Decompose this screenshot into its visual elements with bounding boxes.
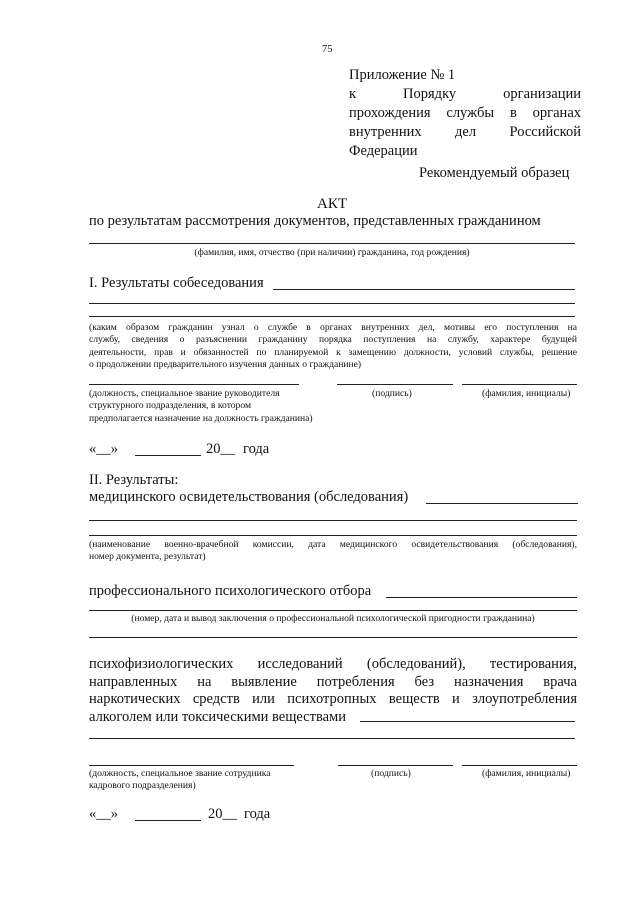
sample-label: Рекомендуемый образец	[419, 165, 570, 181]
psych-label: профессионального психологического отбора	[89, 583, 372, 599]
section1-line	[273, 289, 575, 290]
section1-line	[89, 316, 575, 317]
medical-label: медицинского освидетельствования (обследования)	[89, 489, 409, 505]
signature-line	[337, 384, 453, 385]
section1-heading: I. Результаты собеседования	[89, 275, 264, 291]
psychophys-line	[360, 721, 575, 722]
psychophys-line	[89, 738, 575, 739]
medical-line	[89, 520, 577, 521]
document-title: АКТ	[317, 196, 347, 212]
appendix-title: Приложение № 1	[349, 67, 456, 83]
fio-caption: (фамилия, имя, отчество (при наличии) гражданина, год рождения)	[194, 247, 470, 258]
date-month-line	[135, 455, 201, 456]
psych-line	[89, 637, 577, 638]
section2-heading: II. Результаты:	[89, 472, 179, 488]
appendix-line: прохождения службы в органах	[349, 105, 581, 121]
psych-caption: (номер, дата и вывод заключения о профессиональной психологической пригодности гражданина)	[131, 613, 535, 624]
name-line	[462, 384, 577, 385]
section1-line	[89, 303, 575, 304]
appendix-line: внутренних дел Российской	[349, 124, 581, 140]
name-caption: (фамилия, инициалы)	[482, 388, 571, 399]
section1-caption: (каким образом гражданин узнал о службе в органах внутренних дел, мотивы его поступления на службу, сведения о разъяснении гражданину порядка поступления на службу, характере будущей деятельности, прав и обязанностей по планируемой к замещению должности, условий службы, решение о продолжении предварительного изучения данных о гражданине)	[89, 322, 577, 371]
signature-caption: (подпись)	[372, 388, 412, 399]
medical-caption: (наименование военно-врачебной комиссии, дата медицинского освидетельствования (обследования), номер документа, результат)	[89, 539, 577, 563]
fio-line	[89, 243, 575, 244]
document-subtitle: по результатам рассмотрения документов, представленных гражданином	[89, 213, 541, 229]
appendix-line: Федерации	[349, 143, 418, 159]
position-caption: (должность, специальное звание руководителя структурного подразделения, в котором предполагается назначение на должность гражданина)	[89, 388, 313, 424]
appendix-line: к Порядку организации	[349, 86, 581, 102]
name-caption: (фамилия, инициалы)	[482, 768, 571, 779]
position-line	[89, 765, 294, 766]
name-line	[462, 765, 577, 766]
position-line	[89, 384, 299, 385]
page-number: 75	[322, 44, 333, 55]
medical-line	[89, 535, 577, 536]
psych-line	[386, 597, 577, 598]
date-month-line	[135, 820, 201, 821]
psychophys-paragraph: психофизиологических исследований (обследований), тестирования, направленных на выявление потребления без назначения врача наркотических средств или психотропных веществ и злоупотребления алкоголем или токсическими веществами	[89, 656, 577, 725]
position-caption: (должность, специальное звание сотрудника кадрового подразделения)	[89, 768, 271, 792]
medical-line	[426, 503, 578, 504]
signature-caption: (подпись)	[371, 768, 411, 779]
psych-line	[89, 610, 577, 611]
signature-line	[338, 765, 453, 766]
